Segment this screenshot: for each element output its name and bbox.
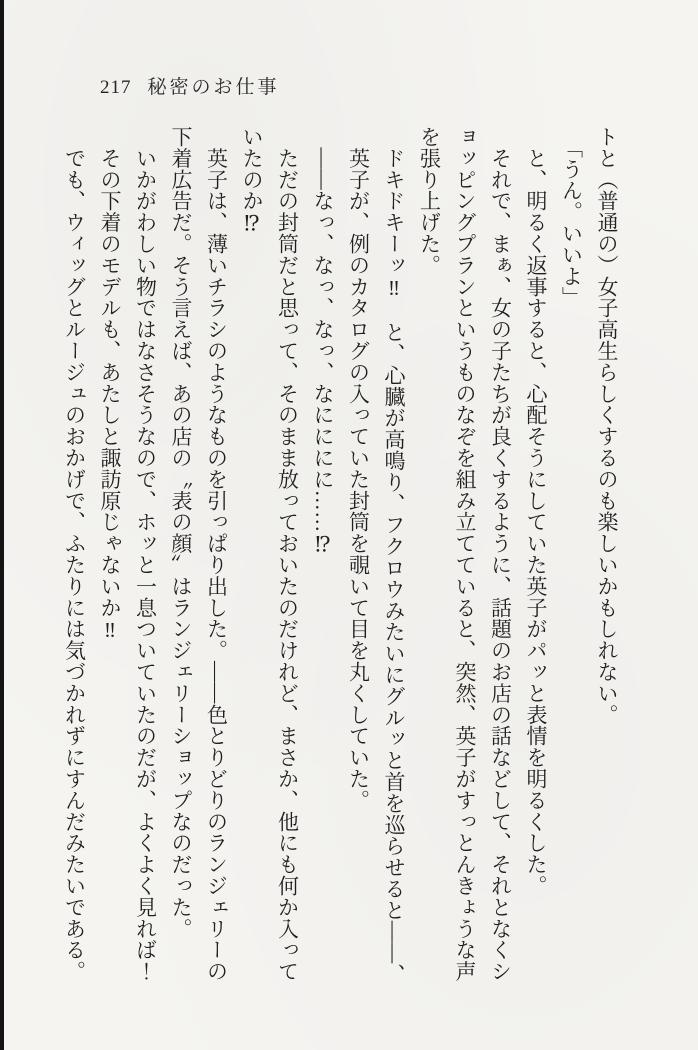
vertical-text-body	[56, 126, 624, 1011]
text-column: 英子は、薄いチラシのようなものを引っぱり出した。——色とりどりのランジェリーの	[204, 126, 229, 982]
text-column: 「うん。いいよ」	[559, 126, 584, 309]
page-title: 秘密のお仕事	[147, 77, 280, 98]
text-column: と、明るく返事すると、心配そうにしていた英子がパッと表情を明るくした。	[524, 126, 548, 897]
text-column: いかがわしい物ではなさそうなので、ホッと一息ついていたのだが、よくよく見れば！	[133, 126, 158, 982]
text-column: を張り上げた。	[417, 126, 442, 276]
text-column: その下着のモデルも、あたしと諏訪原じゃないか‼	[98, 126, 122, 643]
text-column: いたのか⁉	[240, 126, 264, 236]
text-column: 英子が、例のカタログの入っていた封筒を覗いて目を丸くしていた。	[346, 126, 371, 811]
text-column: ただの封筒だと思って、そのまま放っておいたのだけれど、まさか、他にも何か入って	[275, 126, 300, 982]
text-column: トと（普通の）女子高生らしくするのも楽しいかもしれない。	[595, 126, 619, 726]
text-column: ョッピングプランというものなぞを組み立てていると、突然、英子がすっとんきょうな声	[453, 126, 477, 982]
running-header	[100, 72, 280, 99]
text-column: ——なっ、なっ、なっ、なにににに……⁉	[311, 126, 335, 557]
text-column: ドキドキーッ‼ と、心臓が高鳴り、フクロウみたいにグルッと首を巡らせると——、	[382, 126, 406, 985]
text-column: 下着広告だ。そう言えば、あの店の〝表の顔〟はランジェリーショップなのだった。	[169, 126, 193, 940]
text-column: それで、まぁ、女の子たちが良くするように、話題のお店の話などして、それとなくシ	[488, 126, 513, 982]
scan-edge-artifact	[0, 0, 4, 1050]
text-column: でも、ウィッグとルージュのおかげで、ふたりには気づかれずにすんだみたいである。	[62, 126, 87, 982]
page-number: 217	[100, 77, 132, 98]
